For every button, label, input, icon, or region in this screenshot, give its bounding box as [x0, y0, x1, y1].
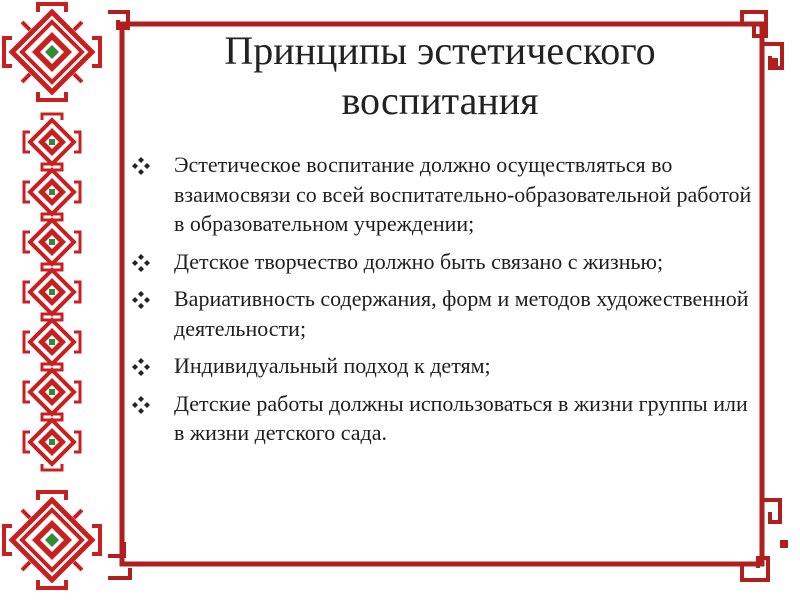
list-item — [132, 150, 752, 239]
bullet-text: Детские работы должны использоваться в жизни группы или в жизни детского сада. — [174, 390, 748, 445]
title-line: Принципы эстетического — [224, 28, 656, 73]
list-item — [132, 284, 752, 343]
bullet-list — [132, 150, 752, 456]
list-item — [132, 351, 752, 381]
list-item — [132, 389, 752, 448]
four-diamond-icon — [132, 157, 150, 175]
four-diamond-icon — [132, 291, 150, 309]
title-line: воспитания — [341, 78, 539, 123]
bullet-text: Индивидуальный подход к детям; — [174, 353, 491, 378]
four-diamond-icon — [132, 254, 150, 272]
bullet-text: Детское творчество должно быть связано с жизнью; — [174, 248, 664, 274]
slide-title — [140, 26, 740, 126]
bullet-text: Эстетическое воспитание должно осуществляться во взаимосвязи со всей воспитательно-образовательной работой в образовательном учреждении; — [174, 152, 752, 236]
bullet-text: Вариативность содержания, форм и методов художественной деятельности; — [174, 286, 749, 341]
four-diamond-icon — [132, 396, 150, 414]
four-diamond-icon — [132, 358, 150, 376]
list-item — [132, 247, 752, 277]
